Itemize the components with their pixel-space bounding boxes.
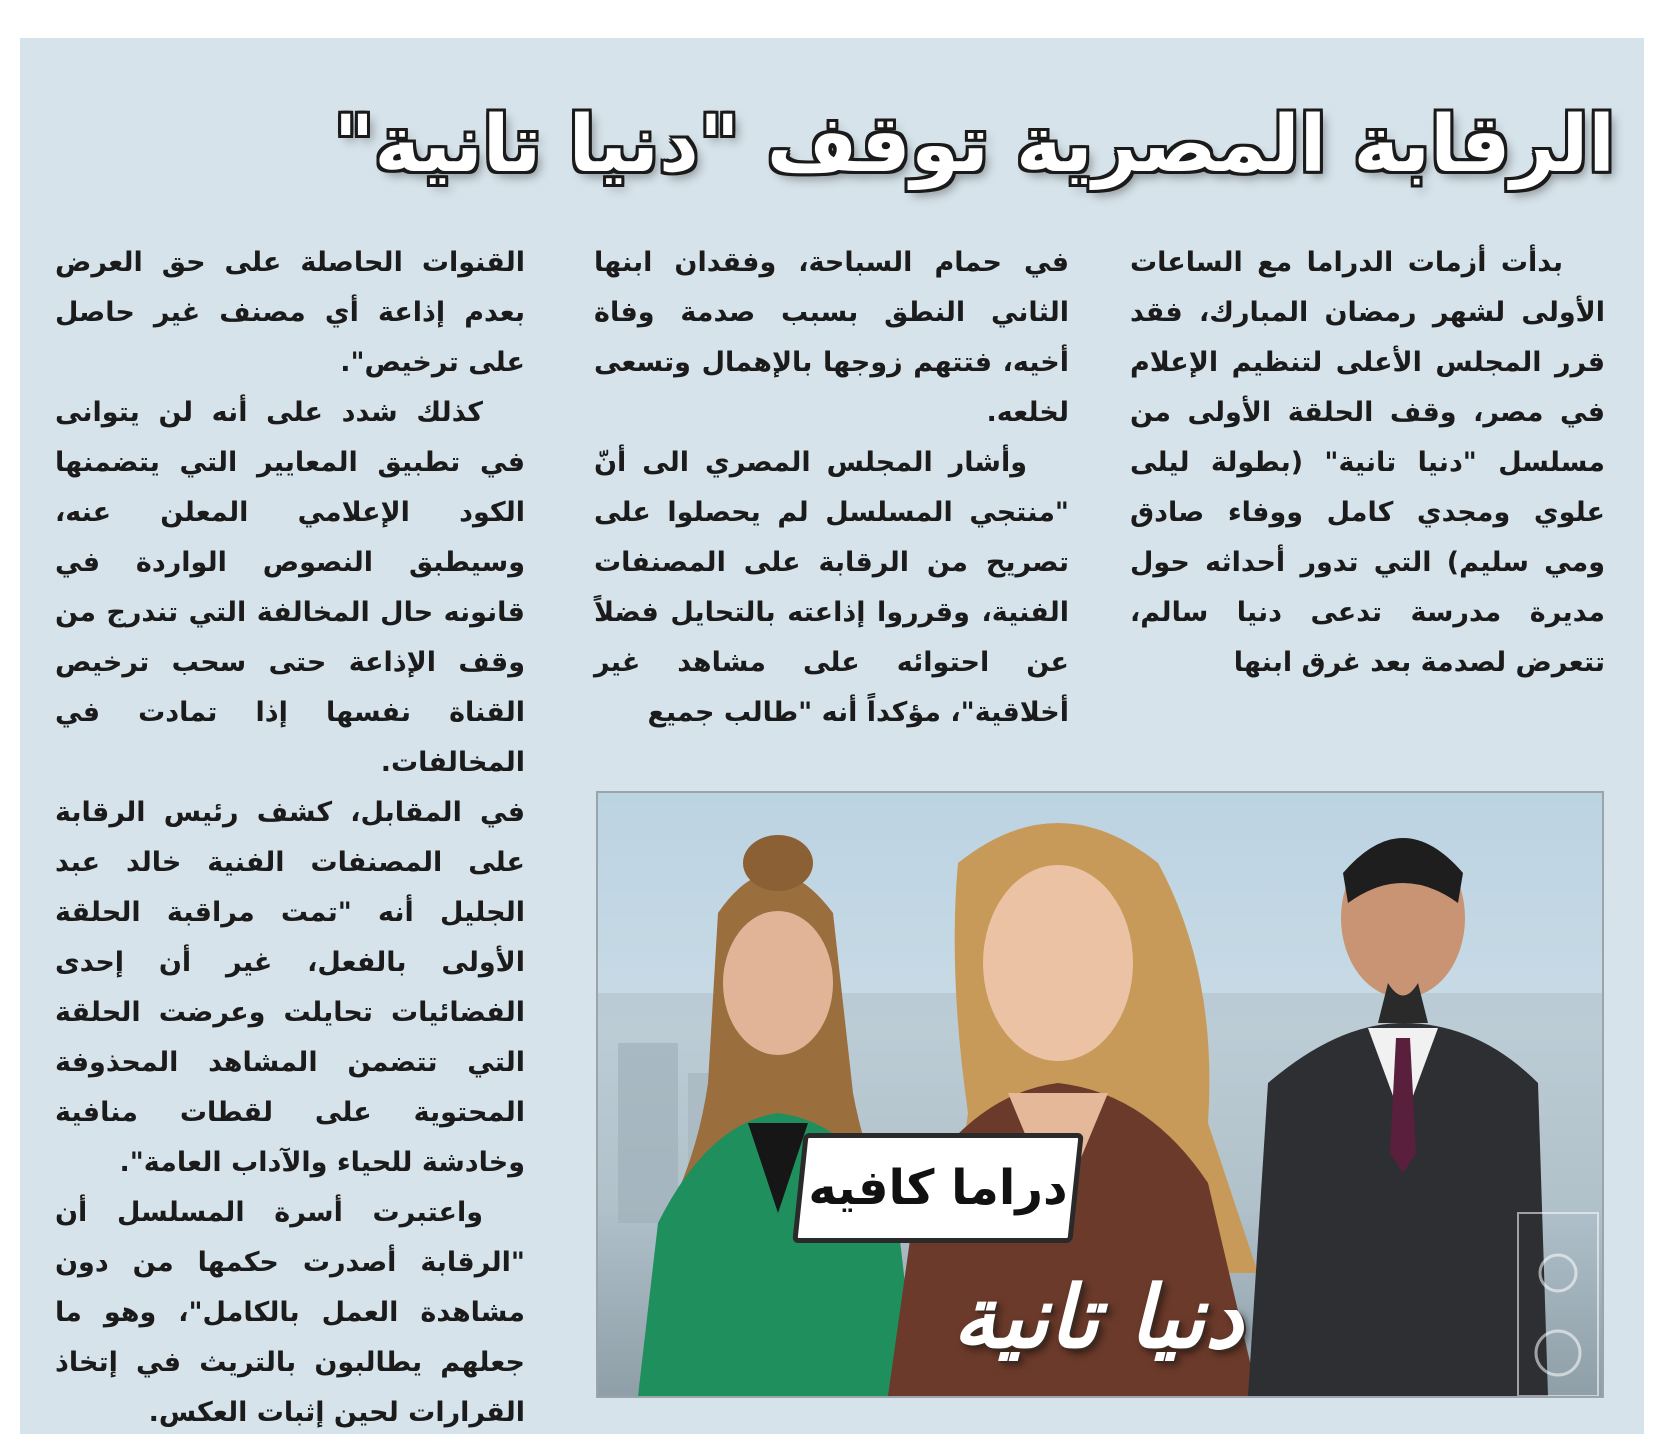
article-paragraph: وأشار المجلس المصري الى أنّ "منتجي المسلسل لم يحصلوا على تصريح من الرقابة على المصنفات الفنية، وقرروا إذاعته بالتحايل فضلاً عن احتوائه على مشاهد غير أخلاقية"، مؤكداً أنه "طالب جميع [594, 447, 1069, 728]
article-paragraph: القنوات الحاصلة على حق العرض بعدم إذاعة أي مصنف غير حاصل على ترخيص". [55, 247, 525, 378]
article-headline: الرقابة المصرية توقف "دنيا تانية" [333, 100, 1615, 190]
channel-logo-text: دراما كافيه [808, 1160, 1068, 1216]
cast-figure-right [1248, 838, 1548, 1396]
series-title-text: دنيا تانية [952, 1267, 1244, 1368]
article-column-middle [594, 238, 1069, 738]
article-column-left [55, 238, 525, 1438]
channel-logo [792, 1133, 1084, 1243]
article-column-right [1130, 238, 1605, 688]
article-paragraph: في حمام السباحة، وفقدان ابنها الثاني النطق بسبب صدمة وفاة أخيه، فتتهم زوجها بالإهمال وتسعى لخلعه. [594, 247, 1069, 428]
article-paragraph: كذلك شدد على أنه لن يتوانى في تطبيق المعايير التي يتضمنها الكود الإعلامي المعلن عنه، وسيطبق النصوص الواردة في قانونه حال المخالفة التي تندرج من وقف الإذاعة حتى سحب ترخيص القناة نفسها إذا تمادت في المخالفات. [55, 397, 525, 778]
article-paragraph: واعتبرت أسرة المسلسل أن "الرقابة أصدرت حكمها من دون مشاهدة العمل بالكامل"، وهو ما جعلهم يطالبون بالتريث في إتخاذ القرارات لحين إثبات العكس. [55, 1197, 525, 1428]
article-paragraph: في المقابل، كشف رئيس الرقابة على المصنفات الفنية خالد عبد الجليل أنه "تمت مراقبة الحلقة الأولى بالفعل، غير أن إحدى الفضائيات تحايلت وعرضت الحلقة التي تتضمن المشاهد المحذوفة المحتوية على لقطات منافية وخادشة للحياء والآداب العامة". [55, 797, 525, 1178]
series-poster-photo [596, 791, 1604, 1398]
article-paragraph: بدأت أزمات الدراما مع الساعات الأولى لشهر رمضان المبارك، فقد قرر المجلس الأعلى لتنظيم الإعلام في مصر، وقف الحلقة الأولى من مسلسل "دنيا تانية" (بطولة ليلى علوي ومجدي كامل ووفاء صادق ومي سليم) التي تدور أحداثه حول مديرة مدرسة تدعى دنيا سالم، تتعرض لصدمة بعد غرق ابنها [1130, 247, 1605, 678]
